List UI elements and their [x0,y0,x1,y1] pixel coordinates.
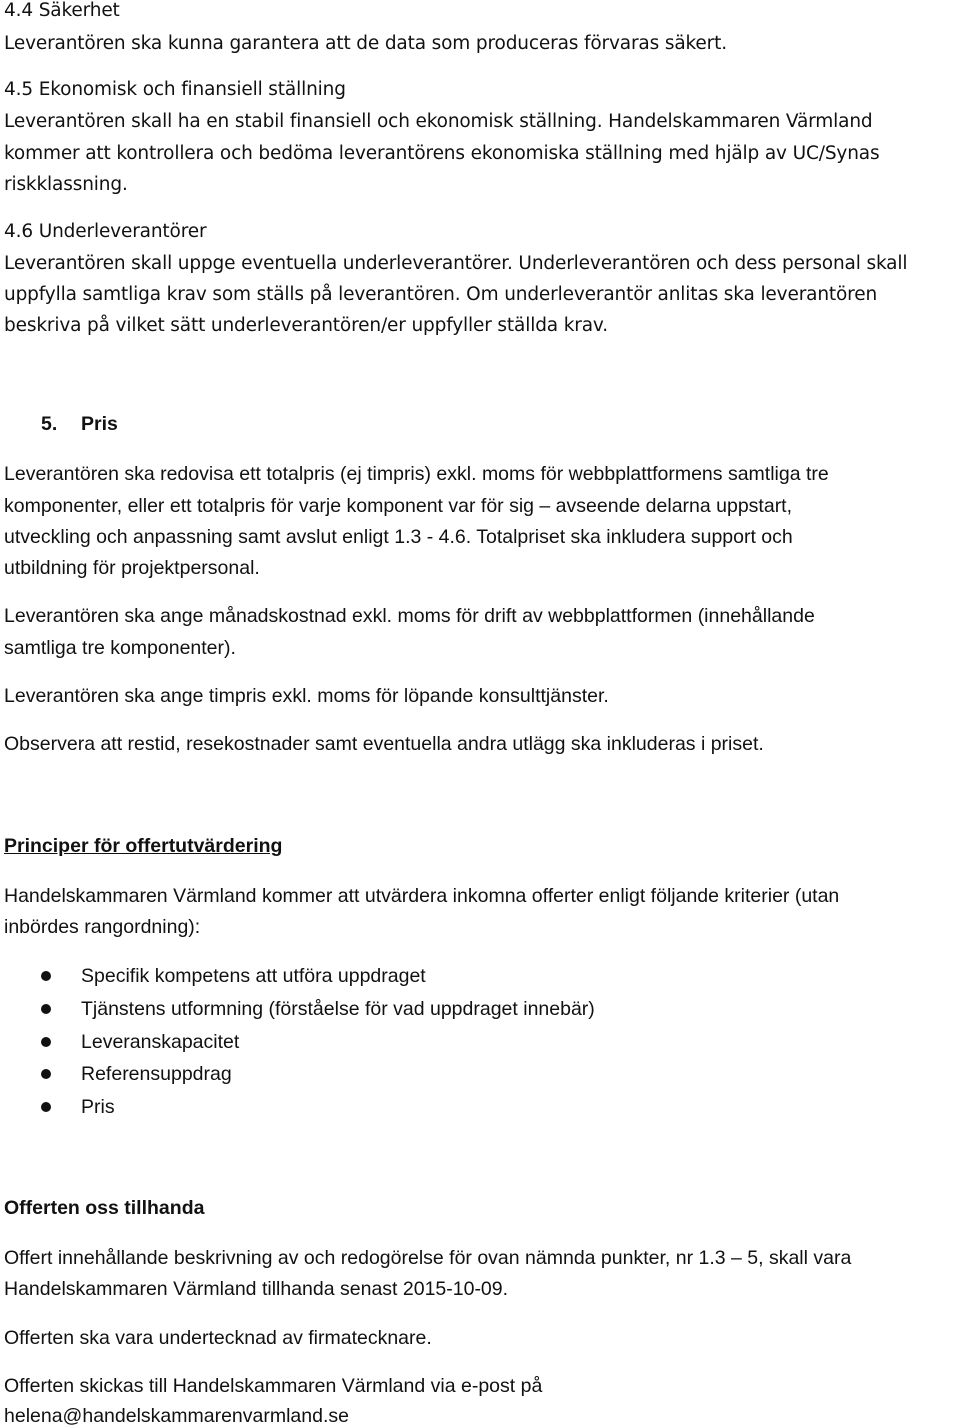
section-4-6-line: uppfylla samtliga krav som ställs på leverantören. Om underleverantör anlitas ska leverantören [4,284,878,305]
criteria-label: Specifik kompetens att utföra uppdraget [81,965,426,987]
bullet-icon [41,971,51,981]
section-4-6-line: beskriva på vilket sätt underleverantören/er uppfyller ställda krav. [4,315,609,336]
section-4-6-heading: 4.6 Underleverantörer [4,221,207,242]
section-4-5-line: Leverantören skall ha en stabil finansiell och ekonomisk ställning. Handelskammaren Värmland [4,111,873,132]
email-link[interactable]: helena@handelskammarenvarmland.se [4,1405,349,1427]
section-4-5-line: kommer att kontrollera och bedöma leverantörens ekonomiska ställning med hjälp av UC/Synas [4,143,880,164]
principer-intro-line: inbördes rangordning): [4,916,201,938]
pris-para1-line: utveckling och anpassning samt avslut enligt 1.3 - 4.6. Totalpriset ska inkludera support och [4,526,793,548]
section-4-6-line: Leverantören skall uppge eventuella underleverantörer. Underleverantören och dess personal skall [4,253,908,274]
section-4-5-line: riskklassning. [4,174,128,195]
section-4-4-heading: 4.4 Säkerhet [4,0,120,21]
criteria-label: Leveranskapacitet [81,1031,240,1053]
pris-para4: Observera att restid, resekostnader samt eventuella andra utlägg ska inkluderas i priset. [4,733,764,755]
pris-para1-line: komponenter, eller ett totalpris för varje komponent var för sig – avseende delarna uppstart, [4,495,793,517]
section-5-number: 5. [41,413,58,435]
offerten-heading: Offerten oss tillhanda [4,1197,205,1219]
bullet-icon [41,1069,51,1079]
section-4-4-text: Leverantören ska kunna garantera att de data som produceras förvaras säkert. [4,33,727,54]
principer-intro-line: Handelskammaren Värmland kommer att utvärdera inkomna offerter enligt följande kriterier (utan [4,885,840,907]
bullet-icon [41,1004,51,1014]
bullet-icon [41,1102,51,1112]
criteria-label: Referensuppdrag [81,1063,232,1085]
offerten-para1-line: Offert innehållande beskrivning av och redogörelse för ovan nämnda punkter, nr 1.3 – 5, skall vara [4,1247,852,1269]
pris-para3: Leverantören ska ange timpris exkl. moms för löpande konsulttjänster. [4,685,609,707]
offerten-para1-line: Handelskammaren Värmland tillhanda senast 2015-10-09. [4,1278,509,1300]
offerten-para3: Offerten skickas till Handelskammaren Värmland via e-post på [4,1375,543,1397]
principer-heading: Principer för offertutvärdering [4,835,283,857]
criteria-label: Pris [81,1096,115,1118]
criteria-label: Tjänstens utformning (förståelse för vad uppdraget innebär) [81,998,595,1020]
pris-para1-line: Leverantören ska redovisa ett totalpris (ej timpris) exkl. moms för webbplattformens samtliga tre [4,463,829,485]
offerten-para2: Offerten ska vara undertecknad av firmatecknare. [4,1327,432,1349]
pris-para1-line: utbildning för projektpersonal. [4,557,260,579]
bullet-icon [41,1037,51,1047]
section-4-5-heading: 4.5 Ekonomisk och finansiell ställning [4,79,346,100]
pris-para2-line: samtliga tre komponenter). [4,637,236,659]
section-5-heading: Pris [81,413,118,435]
pris-para2-line: Leverantören ska ange månadskostnad exkl. moms för drift av webbplattformen (innehållande [4,605,815,627]
